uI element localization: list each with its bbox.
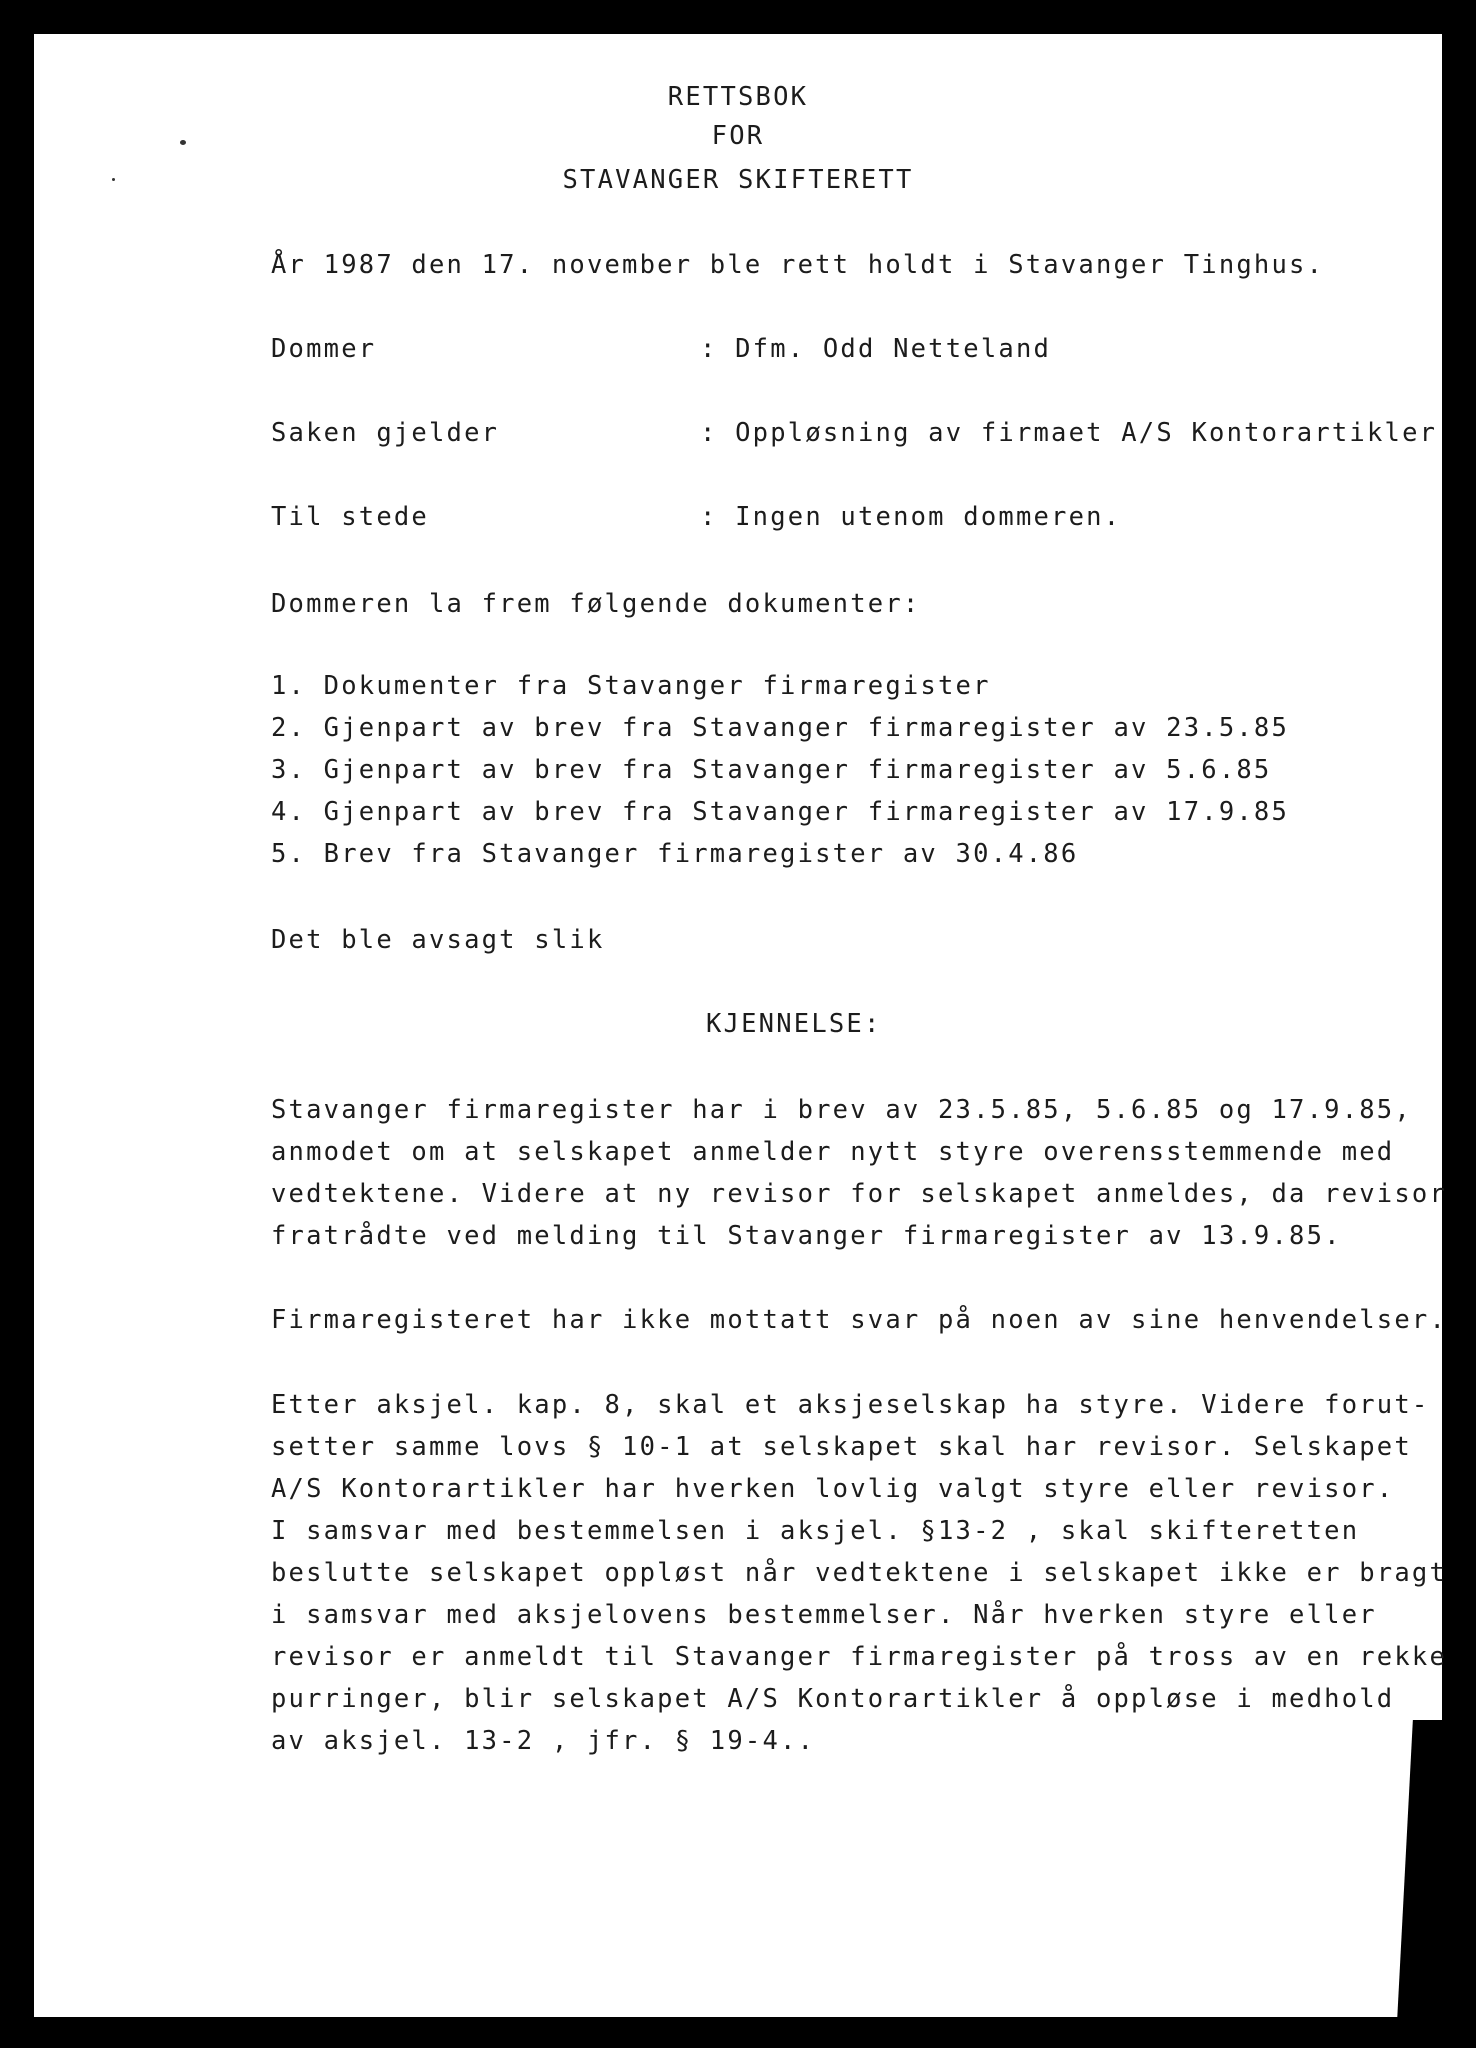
paragraph-line: anmodet om at selskapet anmelder nytt styre overensstemmende med [271, 1137, 1395, 1167]
document-item: 2. Gjenpart av brev fra Stavanger firmaregister av 23.5.85 [271, 713, 1290, 743]
paragraph-line: i samsvar med aksjelovens bestemmelser. Når hverken styre eller [271, 1600, 1377, 1630]
document-item: 5. Brev fra Stavanger firmaregister av 30.4.86 [271, 839, 1079, 869]
header-line-2: FOR [711, 121, 765, 151]
paragraph-line: vedtektene. Videre at ny revisor for selskapet anmeldes, da revisor [271, 1179, 1448, 1209]
document-item: 3. Gjenpart av brev fra Stavanger firmaregister av 5.6.85 [271, 755, 1272, 785]
document-item: 1. Dokumenter fra Stavanger firmaregister [271, 671, 991, 701]
paragraph-line: beslutte selskapet oppløst når vedtektene i selskapet ikke er bragt [271, 1558, 1448, 1588]
field-label-saken: Saken gjelder [271, 418, 500, 448]
paragraph-line: purringer, blir selskapet A/S Kontorartikler å oppløse i medhold [271, 1684, 1395, 1714]
header-line-3: STAVANGER SKIFTERETT [562, 165, 914, 195]
documents-intro: Dommeren la frem følgende dokumenter: [271, 589, 921, 619]
paragraph-line: Firmaregisteret har ikke mottatt svar på noen av sine henvendelser. [271, 1305, 1448, 1335]
intro-line: År 1987 den 17. november ble rett holdt i Stavanger Tinghus. [271, 250, 1325, 280]
ruling-intro: Det ble avsagt slik [271, 925, 605, 955]
field-value-til-stede: : Ingen utenom dommeren. [700, 502, 1122, 532]
paragraph-line: fratrådte ved melding til Stavanger firmaregister av 13.9.85. [271, 1221, 1342, 1251]
paragraph-line: A/S Kontorartikler har hverken lovlig valgt styre eller revisor. [271, 1474, 1395, 1504]
field-label-til-stede: Til stede [271, 502, 429, 532]
paragraph-line: Stavanger firmaregister har i brev av 23.5.85, 5.6.85 og 17.9.85, [271, 1095, 1412, 1125]
document-item: 4. Gjenpart av brev fra Stavanger firmaregister av 17.9.85 [271, 797, 1290, 827]
header-line-1: RETTSBOK [667, 82, 809, 112]
ruling-title: KJENNELSE: [706, 1009, 882, 1039]
field-label-dommer: Dommer [271, 334, 377, 364]
paragraph-line: revisor er anmeldt til Stavanger firmaregister på tross av en rekke [271, 1642, 1448, 1672]
paragraph-line: setter samme lovs § 10-1 at selskapet skal har revisor. Selskapet [271, 1432, 1412, 1462]
paragraph-line: av aksjel. 13-2 , jfr. § 19-4.. [271, 1726, 816, 1756]
field-value-dommer: : Dfm. Odd Netteland [700, 334, 1052, 364]
paragraph-line: I samsvar med bestemmelsen i aksjel. §13-2 , skal skifteretten [271, 1516, 1360, 1546]
paragraph-line: Etter aksjel. kap. 8, skal et aksjeselskap ha styre. Videre forut- [271, 1390, 1430, 1420]
field-value-saken: : Oppløsning av firmaet A/S Kontorartikler [700, 418, 1438, 448]
